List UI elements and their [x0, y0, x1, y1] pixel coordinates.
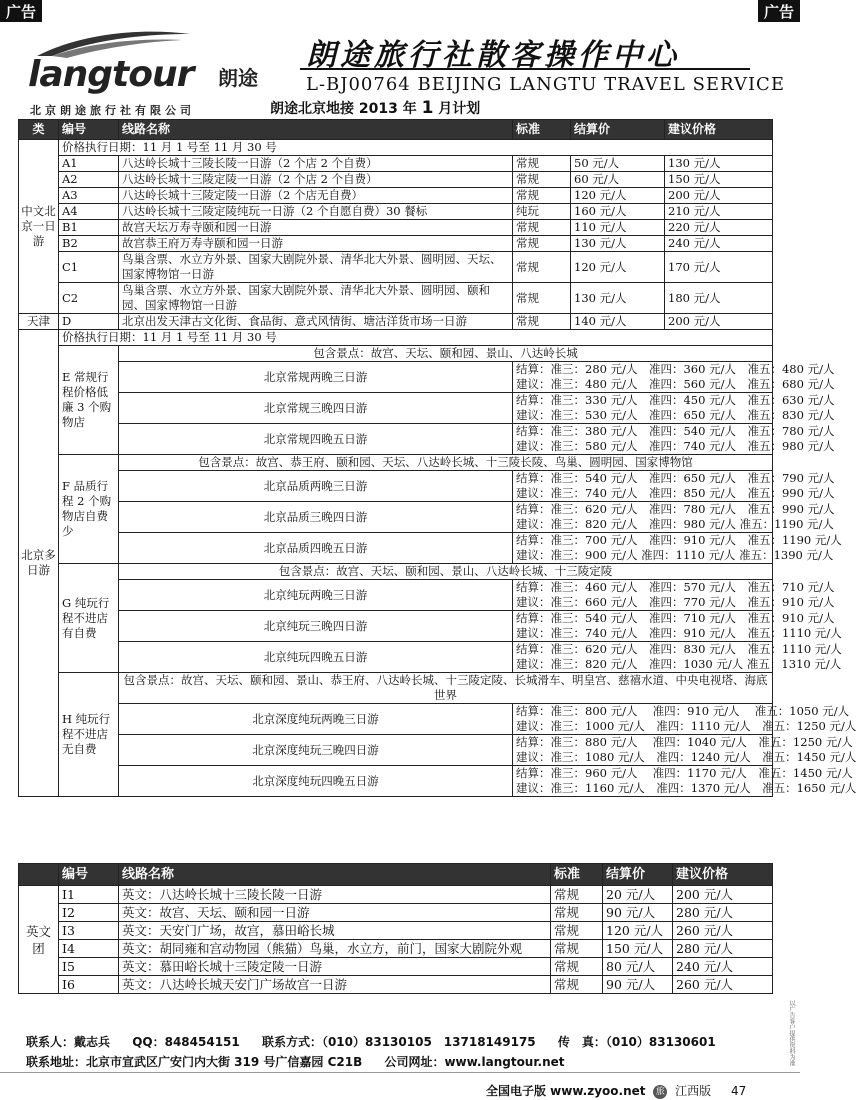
tour-name: 英文：八达岭长城天安门广场故宫一日游: [119, 976, 551, 994]
header-route: 线路名称: [119, 120, 513, 140]
tour-standard: 常规: [551, 922, 603, 940]
tour-standard: 常规: [513, 236, 571, 252]
english-name: L-BJ00764 BEIJING LANGTU TRAVEL SERVICE: [306, 74, 785, 95]
en-header-suggest: 建议价格: [673, 864, 773, 886]
contact-website[interactable]: 公司网址：www.langtour.net: [384, 1055, 565, 1069]
tour-code: A2: [59, 172, 119, 188]
table-row: [19, 904, 773, 922]
footer-badge-icon: 旅: [653, 1085, 667, 1099]
group-label: H 纯玩行程不进店无自费: [59, 673, 119, 797]
tour-settle-price: 120 元/人: [571, 188, 665, 204]
suggest-prices: 建议：准三：740 元/人 准四：850 元/人 准五：990 元/人: [516, 486, 835, 500]
header-code: 编号: [59, 120, 119, 140]
en-header-route: 线路名称: [119, 864, 551, 886]
table-header-row: [19, 864, 773, 886]
settle-prices: 结算：准三：280 元/人 准四：360 元/人 准五：480 元/人: [516, 362, 835, 376]
tour-standard: 常规: [513, 188, 571, 204]
contact-line-1: [26, 1033, 734, 1050]
tour-suggest-price: 280 元/人: [673, 904, 773, 922]
package-prices: [513, 393, 835, 424]
tour-standard: 纯玩: [513, 204, 571, 220]
package-name: 北京纯玩三晚四日游: [119, 611, 513, 642]
table-header-row: [19, 120, 773, 140]
table-row: [19, 188, 773, 204]
tour-name: 鸟巢含票、水立方外景、国家大剧院外景、清华北大外景、圆明园、天坛、国家博物馆一日游: [119, 252, 513, 283]
table-row: [19, 236, 773, 252]
settle-prices: 结算：准三：620 元/人 准四：830 元/人 准五：1110 元/人: [516, 642, 842, 656]
package-prices: [513, 735, 856, 766]
header-standard: 标准: [513, 120, 571, 140]
package-name: 北京常规四晚五日游: [119, 424, 513, 455]
suggest-prices: 建议：准三：740 元/人 准四：910 元/人 准五：1110 元/人: [516, 626, 842, 640]
package-prices: [513, 642, 842, 673]
logo-wordmark: langtour: [28, 54, 194, 95]
table-row: [19, 958, 773, 976]
title-divider: [300, 68, 750, 70]
package-prices: [513, 611, 842, 642]
tour-settle-price: 120 元/人: [603, 922, 673, 940]
footer-divider: [0, 1072, 800, 1073]
package-row: [19, 611, 773, 642]
tour-name: 英文：八达岭长城十三陵长陵一日游: [119, 886, 551, 904]
table-row: [19, 156, 773, 172]
settle-prices: 结算：准三：330 元/人 准四：450 元/人 准五：630 元/人: [516, 393, 835, 407]
plan-heading: 朗途北京地接 2013 年 1 月计划: [270, 98, 481, 118]
tour-settle-price: 120 元/人: [571, 252, 665, 283]
package-prices: [513, 471, 835, 502]
settle-prices: 结算：准三：700 元/人 准四：910 元/人 准五：1190 元/人: [516, 533, 842, 547]
page-number: 47: [731, 1084, 747, 1098]
tour-settle-price: 90 元/人: [603, 904, 673, 922]
tour-name: 英文：故宫、天坛、颐和园一日游: [119, 904, 551, 922]
category-beijing-day: 中文北京一日游: [19, 140, 59, 314]
table-row: [19, 283, 773, 314]
category-multi-day: 北京多日游: [19, 330, 59, 797]
category-tianjin: 天津: [19, 314, 59, 330]
tour-settle-price: 110 元/人: [571, 220, 665, 236]
group-label: E 常规行程价格低廉 3 个购物店: [59, 346, 119, 455]
package-row: [19, 424, 773, 455]
tour-standard: 常规: [513, 220, 571, 236]
contact-person: 联系人：戴志兵: [26, 1035, 111, 1049]
package-row: [19, 642, 773, 673]
tour-settle-price: 150 元/人: [603, 940, 673, 958]
suggest-prices: 建议：准三：820 元/人 准四：1030 元/人 准五：1310 元/人: [516, 657, 842, 671]
package-prices: [513, 533, 842, 564]
tour-name: 鸟巢含票、水立方外景、国家大剧院外景、清华北大外景、圆明园、颐和园、国家博物馆一日游: [119, 283, 513, 314]
tour-settle-price: 130 元/人: [571, 236, 665, 252]
validity-note: 价格执行日期：11 月 1 号至 11 月 30 号: [59, 330, 773, 346]
tour-settle-price: 60 元/人: [571, 172, 665, 188]
suggest-prices: 建议：准三：1000 元/人 准四：1110 元/人 准五：1250 元/人: [516, 719, 856, 733]
ad-label-right: 广告: [758, 0, 800, 22]
header-settle: 结算价: [571, 120, 665, 140]
tour-standard: 常规: [551, 904, 603, 922]
tour-standard: 常规: [513, 172, 571, 188]
tour-suggest-price: 200 元/人: [673, 886, 773, 904]
package-name: 北京纯玩两晚三日游: [119, 580, 513, 611]
group-includes: 包含景点：故宫、天坛、颐和园、景山、八达岭长城: [119, 346, 773, 362]
contact-line-2: [26, 1053, 583, 1070]
contact-address: 联系地址：北京市宣武区广安门内大街 319 号广信嘉园 C21B: [26, 1055, 363, 1069]
validity-note: 价格执行日期：11 月 1 号至 11 月 30 号: [59, 140, 773, 156]
package-row: [19, 704, 773, 735]
tour-standard: 常规: [551, 940, 603, 958]
package-row: [19, 362, 773, 393]
company-logo: [22, 28, 272, 117]
settle-prices: 结算：准三：620 元/人 准四：780 元/人 准五：990 元/人: [516, 502, 835, 516]
package-name: 北京常规两晚三日游: [119, 362, 513, 393]
package-name: 北京深度纯玩四晚五日游: [119, 766, 513, 797]
table-row: [19, 220, 773, 236]
settle-prices: 结算：准三：460 元/人 准四：570 元/人 准五：710 元/人: [516, 580, 835, 594]
group-includes: 包含景点：故宫、天坛、颐和园、景山、恭王府、八达岭长城、十三陵定陵、长城滑车、明皇宫、慈禧水道、中央电视塔、海底世界: [119, 673, 773, 704]
table-row: [19, 252, 773, 283]
footer: [486, 1082, 746, 1099]
table-row: [19, 922, 773, 940]
suggest-prices: 建议：准三：660 元/人 准四：770 元/人 准五：910 元/人: [516, 595, 835, 609]
package-prices: [513, 766, 856, 797]
tour-suggest-price: 260 元/人: [673, 922, 773, 940]
en-header-code: 编号: [59, 864, 119, 886]
contact-fax: 传 真：（010）83130601: [557, 1035, 716, 1049]
table-row: [19, 976, 773, 994]
contact-qq: QQ：848454151: [132, 1035, 240, 1049]
tour-name: 英文：天安门广场，故宫，慕田峪长城: [119, 922, 551, 940]
tour-standard: 常规: [513, 252, 571, 283]
table-row: [19, 140, 773, 156]
tour-suggest-price: 240 元/人: [665, 236, 773, 252]
footer-edition: 江西版: [675, 1084, 712, 1098]
package-prices: [513, 580, 835, 611]
tour-code: I4: [59, 940, 119, 958]
tour-standard: 常规: [513, 156, 571, 172]
settle-prices: 结算：准三：540 元/人 准四：650 元/人 准五：790 元/人: [516, 471, 835, 485]
settle-prices: 结算：准三：800 元/人 准四：910 元/人 准五：1050 元/人: [516, 704, 850, 718]
logo-company-name: 北京朗途旅行社有限公司: [30, 104, 195, 117]
group-header-row: [19, 455, 773, 471]
tour-suggest-price: 130 元/人: [665, 156, 773, 172]
tour-name: 八达岭长城十三陵定陵一日游（2 个店 2 个自费）: [119, 172, 513, 188]
tour-settle-price: 130 元/人: [571, 283, 665, 314]
tour-suggest-price: 180 元/人: [665, 283, 773, 314]
package-name: 北京常规三晚四日游: [119, 393, 513, 424]
tour-suggest-price: 170 元/人: [665, 252, 773, 283]
package-name: 北京纯玩四晚五日游: [119, 642, 513, 673]
package-name: 北京品质两晚三日游: [119, 471, 513, 502]
table-row: [19, 330, 773, 346]
group-header-row: [19, 673, 773, 704]
group-includes: 包含景点：故宫、天坛、颐和园、景山、八达岭长城、十三陵定陵: [119, 564, 773, 580]
logo-chinese: 朗途: [218, 66, 258, 90]
settle-prices: 结算：准三：540 元/人 准四：710 元/人 准五：910 元/人: [516, 611, 835, 625]
tour-code: I3: [59, 922, 119, 940]
tour-code: B1: [59, 220, 119, 236]
package-prices: [513, 362, 835, 393]
tour-standard: 常规: [513, 283, 571, 314]
package-name: 北京深度纯玩三晚四日游: [119, 735, 513, 766]
package-name: 北京深度纯玩两晚三日游: [119, 704, 513, 735]
contact-phone: 联系方式：（010）83130105 13718149175: [261, 1035, 536, 1049]
package-name: 北京品质四晚五日游: [119, 533, 513, 564]
tour-suggest-price: 210 元/人: [665, 204, 773, 220]
tour-settle-price: 80 元/人: [603, 958, 673, 976]
tour-suggest-price: 280 元/人: [673, 940, 773, 958]
tour-code: I5: [59, 958, 119, 976]
tour-suggest-price: 220 元/人: [665, 220, 773, 236]
tour-code: I1: [59, 886, 119, 904]
page-title: 朗途旅行社散客操作中心: [306, 38, 680, 73]
tour-settle-price: 20 元/人: [603, 886, 673, 904]
settle-prices: 结算：准三：380 元/人 准四：540 元/人 准五：780 元/人: [516, 424, 835, 438]
tour-suggest-price: 150 元/人: [665, 172, 773, 188]
tour-standard: 常规: [551, 886, 603, 904]
tour-name: 北京出发天津古文化街、食品街、意式风情街、塘沽洋货市场一日游: [119, 314, 513, 330]
tour-code: D: [59, 314, 119, 330]
tour-code: C2: [59, 283, 119, 314]
header-suggest: 建议价格: [665, 120, 773, 140]
package-prices: [513, 704, 856, 735]
tour-code: I6: [59, 976, 119, 994]
category-english: 英文团: [19, 886, 59, 994]
suggest-prices: 建议：准三：900 元/人 准四：1110 元/人 准五：1390 元/人: [516, 548, 834, 562]
footer-site[interactable]: 全国电子版 www.zyoo.net: [486, 1084, 646, 1098]
en-header-standard: 标准: [551, 864, 603, 886]
suggest-prices: 建议：准三：1160 元/人 准四：1370 元/人 准五：1650 元/人: [516, 781, 856, 795]
main-price-table: [18, 119, 856, 797]
tour-name: 英文：胡同雍和宫动物园（熊猫）鸟巢，水立方，前门，国家大剧院外观: [119, 940, 551, 958]
package-row: [19, 471, 773, 502]
package-prices: [513, 502, 835, 533]
group-label: G 纯玩行程不进店有自费: [59, 564, 119, 673]
table-row: [19, 314, 773, 330]
suggest-prices: 建议：准三：480 元/人 准四：560 元/人 准五：680 元/人: [516, 377, 835, 391]
suggest-prices: 建议：准三：820 元/人 准四：980 元/人 准五：1190 元/人: [516, 517, 834, 531]
table-row: [19, 886, 773, 904]
tour-standard: 常规: [551, 958, 603, 976]
package-row: [19, 766, 773, 797]
tour-suggest-price: 260 元/人: [673, 976, 773, 994]
package-row: [19, 533, 773, 564]
tour-settle-price: 160 元/人: [571, 204, 665, 220]
tour-name: 故宫天坛万寿寺颐和园一日游: [119, 220, 513, 236]
tour-suggest-price: 200 元/人: [665, 188, 773, 204]
table-row: [19, 940, 773, 958]
suggest-prices: 建议：准三：1080 元/人 准四：1240 元/人 准五：1450 元/人: [516, 750, 856, 764]
tour-name: 英文：慕田峪长城十三陵定陵一日游: [119, 958, 551, 976]
group-header-row: [19, 564, 773, 580]
group-label: F 品质行程 2 个购物店自费少: [59, 455, 119, 564]
tour-code: A1: [59, 156, 119, 172]
tour-settle-price: 90 元/人: [603, 976, 673, 994]
tour-code: C1: [59, 252, 119, 283]
group-header-row: [19, 346, 773, 362]
package-row: [19, 393, 773, 424]
package-name: 北京品质三晚四日游: [119, 502, 513, 533]
tour-name: 故宫恭王府万寿寺颐和园一日游: [119, 236, 513, 252]
package-row: [19, 735, 773, 766]
en-header-settle: 结算价: [603, 864, 673, 886]
tour-standard: 常规: [551, 976, 603, 994]
tour-suggest-price: 240 元/人: [673, 958, 773, 976]
tour-suggest-price: 200 元/人: [665, 314, 773, 330]
side-disclaimer: 以广告客户提供资料为准: [788, 1000, 795, 1066]
package-row: [19, 580, 773, 611]
tour-settle-price: 50 元/人: [571, 156, 665, 172]
tour-name: 八达岭长城十三陵长陵一日游（2 个店 2 个自费）: [119, 156, 513, 172]
table-row: [19, 172, 773, 188]
ad-label-left: 广告: [0, 0, 42, 22]
package-row: [19, 502, 773, 533]
tour-code: A4: [59, 204, 119, 220]
english-tour-table: [18, 863, 773, 994]
suggest-prices: 建议：准三：580 元/人 准四：740 元/人 准五：980 元/人: [516, 439, 835, 453]
tour-code: B2: [59, 236, 119, 252]
tour-name: 八达岭长城十三陵定陵一日游（2 个店无自费）: [119, 188, 513, 204]
tour-name: 八达岭长城十三陵定陵纯玩一日游（2 个自愿自费）30 餐标: [119, 204, 513, 220]
tour-settle-price: 140 元/人: [571, 314, 665, 330]
tour-standard: 常规: [513, 314, 571, 330]
settle-prices: 结算：准三：960 元/人 准四：1170 元/人 准五：1450 元/人: [516, 766, 853, 780]
settle-prices: 结算：准三：880 元/人 准四：1040 元/人 准五：1250 元/人: [516, 735, 853, 749]
tour-code: A3: [59, 188, 119, 204]
group-includes: 包含景点：故宫、恭王府、颐和园、天坛、八达岭长城、十三陵长陵、鸟巢、圆明园、国家博物馆: [119, 455, 773, 471]
tour-code: I2: [59, 904, 119, 922]
suggest-prices: 建议：准三：530 元/人 准四：650 元/人 准五：830 元/人: [516, 408, 835, 422]
table-row: [19, 204, 773, 220]
header-category: 类: [19, 120, 59, 140]
package-prices: [513, 424, 835, 455]
